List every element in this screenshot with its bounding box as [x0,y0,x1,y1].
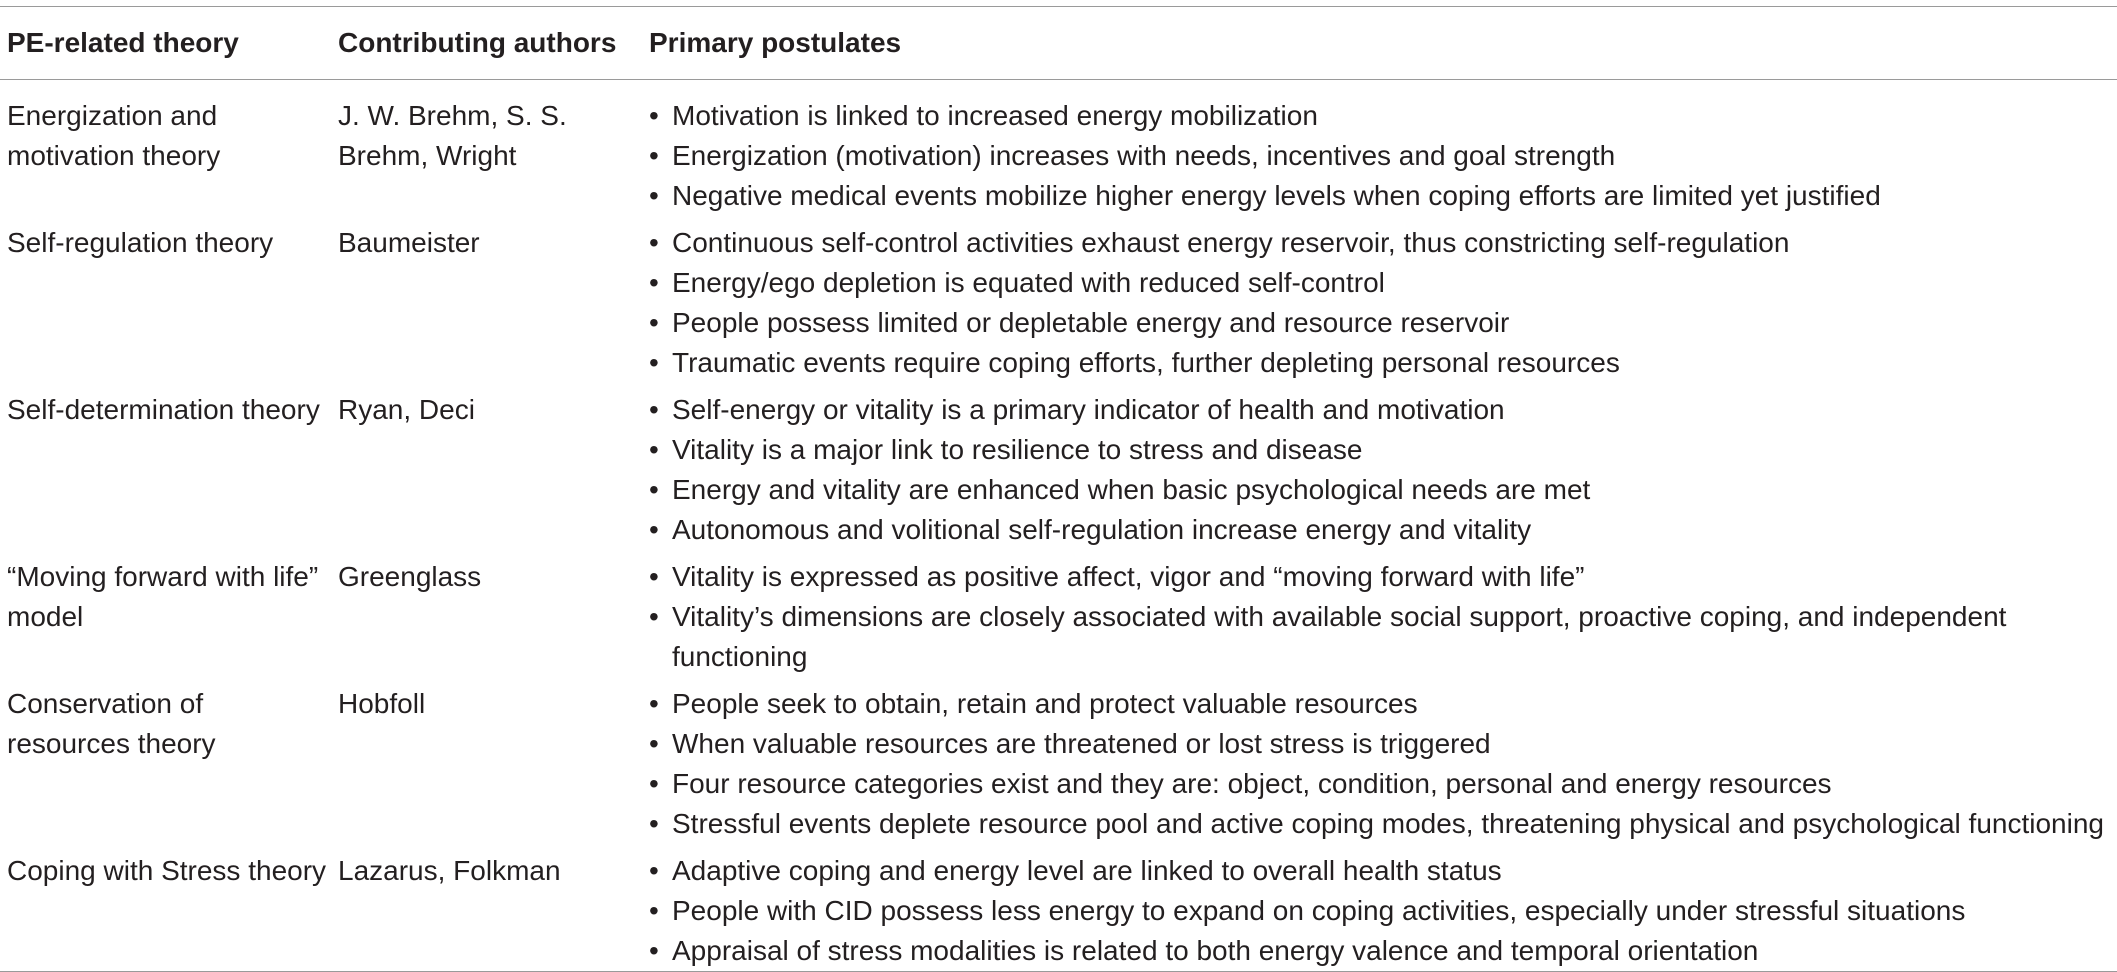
theory-table-container [0,6,2117,966]
postulates-list [649,684,2117,844]
postulate-item: • Continuous self-control activities exhaust energy reservoir, thus constricting self-regulation [649,223,2117,263]
theory-cell: Energization and motivation theory [7,100,221,171]
postulate-item: • When valuable resources are threatened or lost stress is triggered [649,724,2117,764]
postulate-item: • Four resource categories exist and they are: object, condition, personal and energy resources [649,764,2117,804]
theory-table [0,6,2117,972]
table-row [0,390,2117,557]
theory-cell: Self-regulation theory [7,227,274,258]
table-row [0,223,2117,390]
postulates-cell [642,557,2117,684]
table-header [0,7,2117,80]
authors-cell: Baumeister [338,227,480,258]
postulate-item: • Energization (motivation) increases with needs, incentives and goal strength [649,136,2117,176]
postulates-cell [642,390,2117,557]
table-row [0,851,2117,972]
postulates-cell [642,223,2117,390]
postulates-list [649,223,2117,383]
postulate-item: • Vitality’s dimensions are closely associated with available social support, proactive coping, and independent functioning [649,597,2117,677]
postulate-item: • Vitality is a major link to resilience to stress and disease [649,430,2117,470]
theory-cell: Conservation of resources theory [7,688,216,759]
authors-cell: Lazarus, Folkman [338,855,561,886]
postulate-item: • Stressful events deplete resource pool and active coping modes, threatening physical and psychological functioning [649,804,2117,844]
postulate-item: • Energy/ego depletion is equated with reduced self-control [649,263,2117,303]
table-row [0,80,2117,224]
postulate-item: • Vitality is expressed as positive affect, vigor and “moving forward with life” [649,557,2117,597]
postulate-item: • People possess limited or depletable energy and resource reservoir [649,303,2117,343]
theory-cell: “Moving forward with life” model [7,561,319,632]
postulates-cell [642,684,2117,851]
postulate-item: • Motivation is linked to increased energy mobilization [649,96,2117,136]
postulates-cell [642,80,2117,224]
header-postulates: Primary postulates [649,27,902,58]
postulate-item: • People with CID possess less energy to expand on coping activities, especially under stressful situations [649,891,2117,931]
postulates-list [649,96,2117,216]
postulate-item: • People seek to obtain, retain and protect valuable resources [649,684,2117,724]
postulates-list [649,851,2117,971]
postulate-item: • Autonomous and volitional self-regulation increase energy and vitality [649,510,2117,550]
authors-cell: Greenglass [338,561,482,592]
authors-cell: J. W. Brehm, S. S. Brehm, Wright [338,100,567,171]
postulates-list [649,557,2117,677]
table-row [0,684,2117,851]
postulate-item: • Energy and vitality are enhanced when basic psychological needs are met [649,470,2117,510]
postulate-item: • Adaptive coping and energy level are linked to overall health status [649,851,2117,891]
postulate-item: • Negative medical events mobilize higher energy levels when coping efforts are limited yet justified [649,176,2117,216]
authors-cell: Ryan, Deci [338,394,475,425]
postulates-list [649,390,2117,550]
table-body [0,80,2117,972]
theory-cell: Coping with Stress theory [7,855,327,886]
postulate-item: • Traumatic events require coping efforts, further depleting personal resources [649,343,2117,383]
header-theory: PE-related theory [7,27,239,58]
authors-cell: Hobfoll [338,688,426,719]
header-row [0,7,2117,80]
theory-cell: Self-determination theory [7,394,320,425]
header-authors: Contributing authors [338,27,617,58]
postulate-item: • Appraisal of stress modalities is related to both energy valence and temporal orientation [649,931,2117,971]
table-row [0,557,2117,684]
postulate-item: • Self-energy or vitality is a primary indicator of health and motivation [649,390,2117,430]
postulates-cell [642,851,2117,972]
